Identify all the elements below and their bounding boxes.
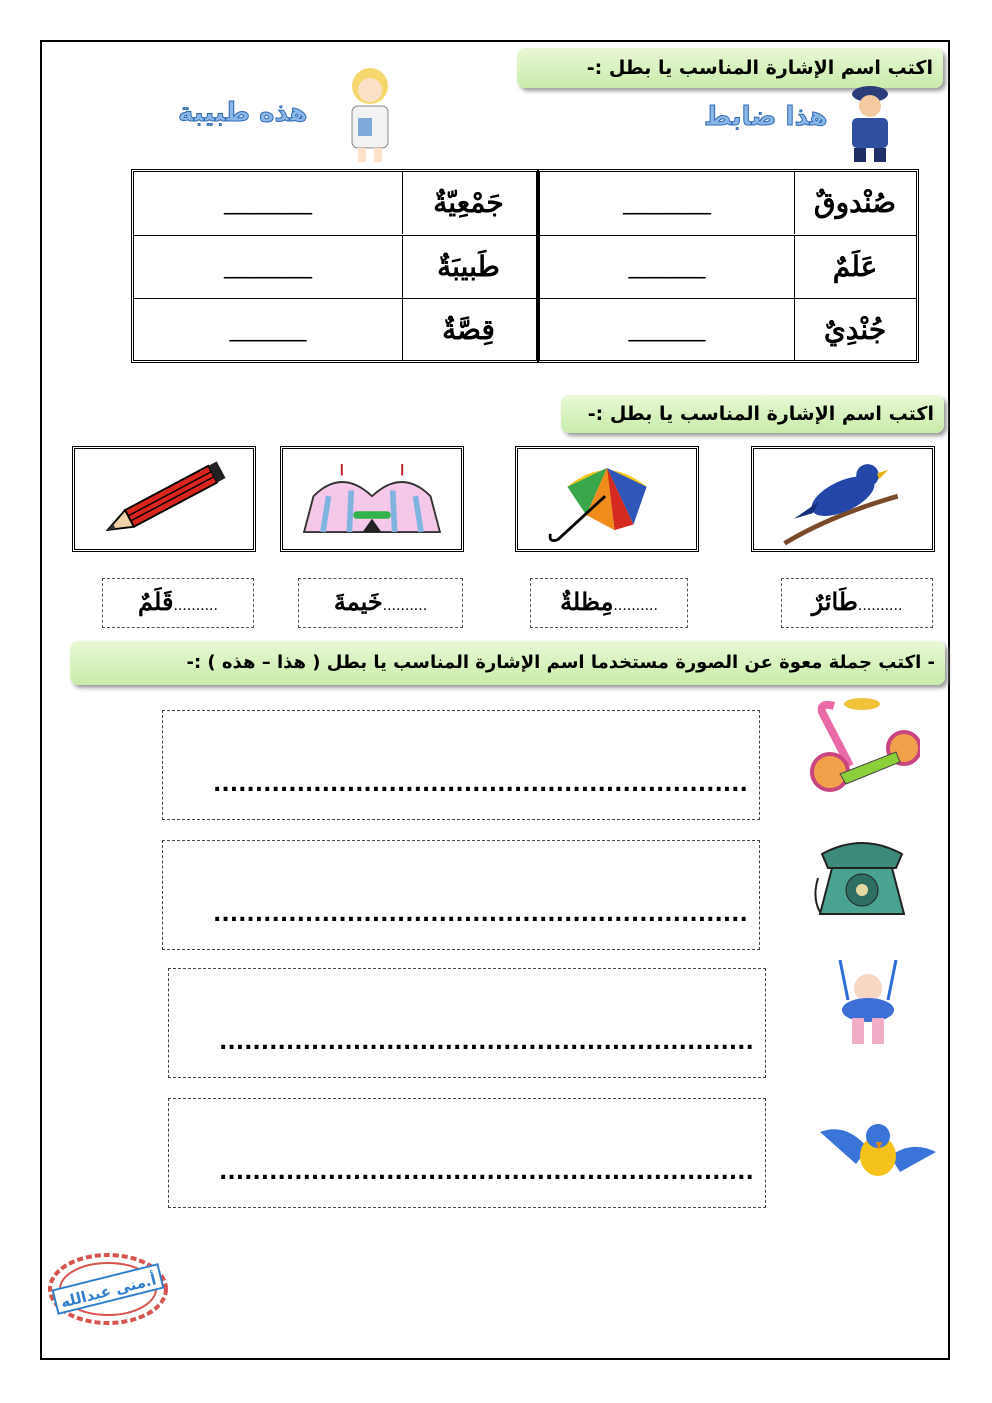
- picture-box-tent: [280, 446, 464, 552]
- table-row: [134, 298, 536, 361]
- sentence-box[interactable]: [168, 1098, 766, 1208]
- table-word: طَبيبَةٌ: [437, 250, 500, 283]
- table-row: [540, 172, 916, 234]
- tent-icon: [283, 449, 461, 549]
- answer-blank[interactable]: _______: [540, 299, 795, 361]
- section3-instruction: - اكتب جملة معوة عن الصورة مستخدما اسم الإشارة المناسب يا بطل ( هذا – هذه ) :-: [70, 641, 945, 685]
- sentence-box[interactable]: [162, 710, 760, 820]
- table-row: [134, 172, 536, 234]
- table-word: جَمْعِيّةٌ: [433, 186, 504, 219]
- flying-bird-icon: [816, 1112, 940, 1192]
- table-row: [540, 235, 916, 298]
- teacher-stamp: [44, 1250, 172, 1328]
- example-caption-officer: هذا ضابط: [704, 102, 828, 132]
- section2-instruction: اكتب اسم الإشارة المناسب يا بطل :-: [561, 395, 944, 433]
- pencil-icon: [75, 449, 253, 549]
- answer-dots: ..........: [857, 598, 903, 614]
- left-word-table: [131, 169, 539, 363]
- sentence-box[interactable]: [168, 968, 766, 1078]
- word-box-pencil[interactable]: [102, 578, 254, 628]
- bird-icon: [754, 449, 932, 549]
- picture-word: طَائرٌ: [811, 587, 858, 616]
- answer-blank[interactable]: ________: [134, 236, 403, 298]
- table-row: [134, 235, 536, 298]
- answer-dots: ................................................................: [219, 1160, 754, 1185]
- doctor-icon: [338, 62, 402, 166]
- picture-box-pencil: [72, 446, 256, 552]
- answer-dots: ................................................................: [219, 1030, 754, 1055]
- table-word: عَلَمٌ: [832, 250, 878, 283]
- picture-word: قَلَمٌ: [138, 587, 174, 616]
- scooter-icon: [800, 696, 920, 800]
- picture-box-bird: [751, 446, 935, 552]
- table-row: [540, 298, 916, 361]
- baby-swing-icon: [818, 954, 918, 1058]
- word-box-bird[interactable]: [781, 578, 933, 628]
- table-word: قِصَّةٌ: [442, 313, 495, 346]
- umbrella-icon: [518, 449, 696, 549]
- answer-dots: ..........: [173, 598, 218, 614]
- police-officer-icon: [830, 82, 910, 164]
- answer-blank[interactable]: ________: [540, 172, 795, 234]
- stamp-text: أ.منى عبدالله: [58, 1270, 159, 1312]
- picture-word: مِظلةٌ: [560, 587, 614, 616]
- table-word: جُنْدِيٌ: [823, 313, 887, 346]
- answer-dots: ..........: [613, 598, 658, 614]
- answer-blank[interactable]: ________: [134, 172, 403, 234]
- answer-dots: ..........: [382, 598, 428, 614]
- answer-blank[interactable]: _______: [134, 299, 403, 361]
- telephone-icon: [812, 838, 912, 922]
- right-word-table: [537, 169, 919, 363]
- section1-instruction: اكتب اسم الإشارة المناسب يا بطل :-: [517, 48, 943, 88]
- sentence-box[interactable]: [162, 840, 760, 950]
- answer-blank[interactable]: _______: [540, 236, 795, 298]
- answer-dots: ................................................................: [213, 772, 748, 797]
- table-word: صُنْدوقٌ: [813, 186, 897, 219]
- picture-word: خَيمةَ: [333, 587, 383, 616]
- word-box-tent[interactable]: [298, 578, 463, 628]
- answer-dots: ................................................................: [213, 902, 748, 927]
- picture-box-umbrella: [515, 446, 699, 552]
- example-caption-doctor: هذه طبيبة: [178, 98, 308, 128]
- word-box-umbrella[interactable]: [530, 578, 688, 628]
